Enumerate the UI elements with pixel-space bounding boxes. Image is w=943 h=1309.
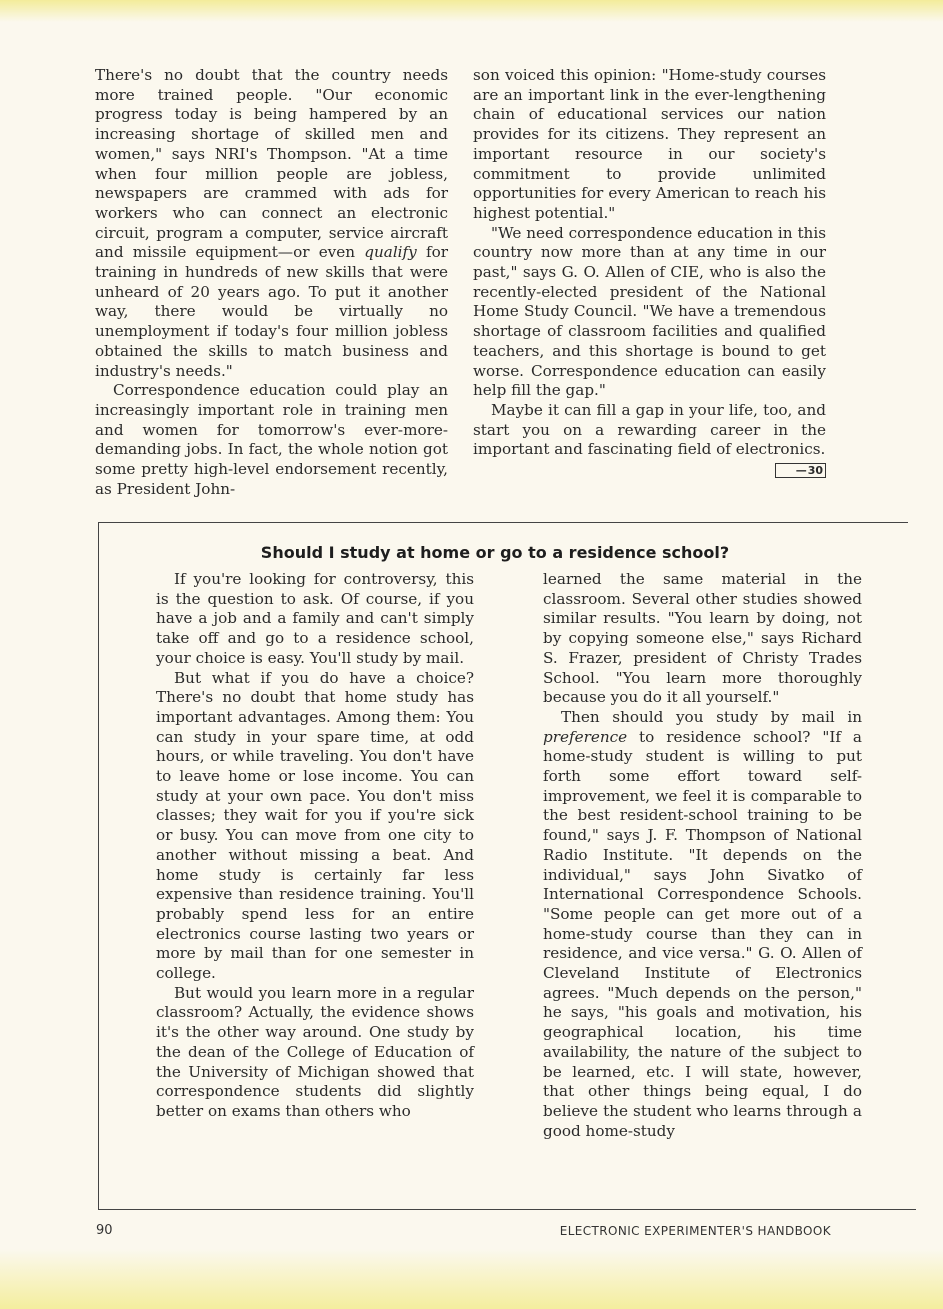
article-paragraph: [473, 400, 826, 478]
sidebar-column-left: [156, 570, 474, 1122]
article-paragraph: son voiced this opinion: "Home-study courses are an important link in the ever-lengthening chain of educational services our nation provides for its citizens. They represent an important resource in our society's commitment to provide unlimited opportunities for every American to reach his highest potential.": [473, 66, 826, 222]
article-column-right: [473, 66, 826, 478]
sidebar-title: Should I study at home or go to a residence school?: [260, 543, 730, 562]
sidebar-paragraph: learned the same material in the classroom. Several other studies showed similar results. "You learn by doing, not by copying someone else," says Richard S. Frazer, president of Christy Trades School. "You learn more thoroughly because you do it all yourself.": [543, 570, 862, 707]
page-edge-bottom: [0, 1249, 943, 1309]
sidebar-paragraph: [543, 708, 862, 1141]
page-number: 90: [96, 1223, 113, 1238]
sidebar-paragraph: If you're looking for controversy, this is the question to ask. Of course, if you have a job and a family and can't simply take off and go to a residence school, your choice is easy. You'll study by mail.: [156, 570, 474, 667]
page-edge-top: [0, 0, 943, 22]
text-run: to residence school? "If a home-study student is willing to put forth some effort toward self-improvement, we feel it is comparable to the best resident-school training to be found," says J. F. Thompson of National Radio Institute. "It depends on the individual," says John Sivatko of International Correspondence Schools. "Some people can get more out of a home-study course than they can in residence, and vice versa." G. O. Allen of Cleveland Institute of Electronics agrees. "Much depends on the person," he says, "his goals and motivation, his geographical location, his time availability, the nature of the subject to be learned, etc. I will state, however, that other things being equal, I do believe the student who learns through a good home-study: [543, 727, 862, 1140]
end-of-article-mark: — 30: [775, 463, 826, 478]
text-run: for training in hundreds of new skills that were unheard of 20 years ago. To put it another way, there would be virtually no unemployment if today's four million jobless obtained the skills to match business and industry's needs.": [95, 243, 448, 380]
emphasis-text: qualify: [364, 243, 417, 262]
article-paragraph: [95, 66, 448, 381]
text-run: Then should you study by mail in: [561, 707, 862, 726]
article-column-left: [95, 66, 448, 499]
text-run: Maybe it can fill a gap in your life, too, and start you on a rewarding career in the important and fascinating field of electronics.: [473, 400, 826, 459]
sidebar-box-top-rule: [98, 522, 908, 523]
sidebar-paragraph: But what if you do have a choice? There's no doubt that home study has important advantages. Among them: You can study in your spare time, at odd hours, or while traveling. You don't have to leave home or lose income. You can study at your own pace. You don't miss classes; they wait for you if you're sick or busy. You can move from one city to another without missing a beat. And home study is certainly far less expensive than residence training. You'll probably spend less for an entire electronics course lasting two years or more by mail than for one semester in college.: [156, 668, 474, 983]
article-paragraph: Correspondence education could play an increasingly important role in training men and women for tomorrow's ever-more-demanding jobs. In fact, the whole notion got some pretty high-level endorsement recently, as President John-: [95, 381, 448, 498]
publication-title: ELECTRONIC EXPERIMENTER'S HANDBOOK: [559, 1224, 831, 1238]
sidebar-column-right: [543, 570, 862, 1141]
sidebar-box-left-rule: [98, 522, 99, 1210]
emphasis-text: preference: [543, 727, 628, 746]
text-run: There's no doubt that the country needs more trained people. "Our economic progress today is being hampered by an increasing shortage of skilled men and women," says NRI's Thompson. "At a time when four million people are jobless, newspapers are crammed with ads for workers who can connect an electronic circuit, program a computer, service aircraft and missile equipment—or even: [95, 66, 448, 262]
sidebar-box-bottom-rule: [98, 1209, 916, 1210]
sidebar-paragraph: But would you learn more in a regular classroom? Actually, the evidence shows it's the other way around. One study by the dean of the College of Education of the University of Michigan showed that correspondence students did slightly better on exams than others who: [156, 983, 474, 1120]
article-paragraph: "We need correspondence education in this country now more than at any time in our past," says G. O. Allen of CIE, who is also the recently-elected president of the National Home Study Council. "We have a tremendous shortage of classroom facilities and qualified teachers, and this shortage is bound to get worse. Correspondence education can easily help fill the gap.": [473, 223, 826, 400]
